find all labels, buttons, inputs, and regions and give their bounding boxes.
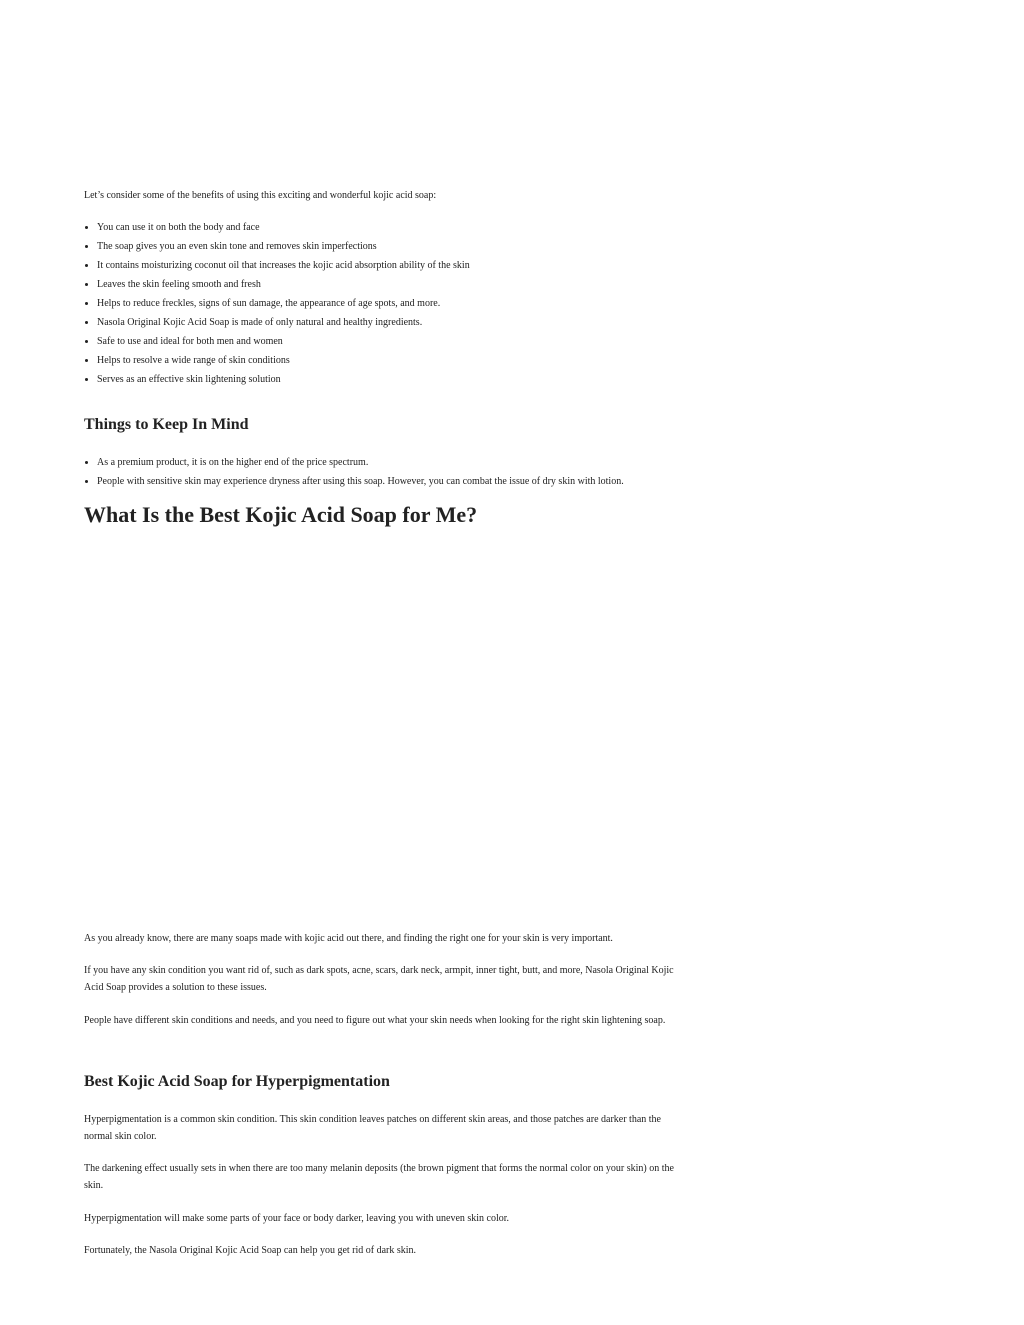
intro-paragraph: Let’s consider some of the benefits of using this exciting and wonderful kojic acid soap: xyxy=(84,190,437,201)
benefits-list xyxy=(84,218,697,389)
paragraph: People have different skin conditions and needs, and you need to figure out what your skin needs when looking for the right skin lightening soap. xyxy=(84,1015,666,1026)
list-item: • It contains moisturizing coconut oil that increases the kojic acid absorption ability of the skin xyxy=(97,256,697,275)
list-item: • You can use it on both the body and face xyxy=(97,218,697,237)
list-item: • Helps to resolve a wide range of skin conditions xyxy=(97,351,697,370)
list-item: • People with sensitive skin may experience dryness after using this soap. However, you can combat the issue of dry skin with lotion. xyxy=(97,472,697,491)
keep-in-mind-heading: Things to Keep In Mind xyxy=(84,416,249,433)
keep-in-mind-list xyxy=(84,453,697,491)
paragraph: Hyperpigmentation will make some parts of your face or body darker, leaving you with uneven skin color. xyxy=(84,1213,510,1224)
list-item: • Safe to use and ideal for both men and women xyxy=(97,332,697,351)
list-item: • Serves as an effective skin lightening solution xyxy=(97,370,697,389)
hyperpigmentation-heading: Best Kojic Acid Soap for Hyperpigmentation xyxy=(84,1073,390,1090)
paragraph: As you already know, there are many soaps made with kojic acid out there, and finding the right one for your skin is very important. xyxy=(84,933,613,944)
paragraph: If you have any skin condition you want rid of, such as dark spots, acne, scars, dark neck, armpit, inner tight, butt, and more, Nasola Original Kojic Acid Soap provides a solution to these issues. xyxy=(84,965,674,993)
list-item: • The soap gives you an even skin tone and removes skin imperfections xyxy=(97,237,697,256)
list-item: • Nasola Original Kojic Acid Soap is made of only natural and healthy ingredients. xyxy=(97,313,697,332)
paragraph: Hyperpigmentation is a common skin condition. This skin condition leaves patches on different skin areas, and those patches are darker than the normal skin color. xyxy=(84,1114,661,1142)
list-item: • Helps to reduce freckles, signs of sun damage, the appearance of age spots, and more. xyxy=(97,294,697,313)
paragraph: The darkening effect usually sets in when there are too many melanin deposits (the brown pigment that forms the normal color on your skin) on the skin. xyxy=(84,1163,674,1191)
list-item: • Leaves the skin feeling smooth and fresh xyxy=(97,275,697,294)
best-soap-heading: What Is the Best Kojic Acid Soap for Me? xyxy=(84,502,478,527)
paragraph: Fortunately, the Nasola Original Kojic Acid Soap can help you get rid of dark skin. xyxy=(84,1245,417,1256)
list-item: • As a premium product, it is on the higher end of the price spectrum. xyxy=(97,453,697,472)
